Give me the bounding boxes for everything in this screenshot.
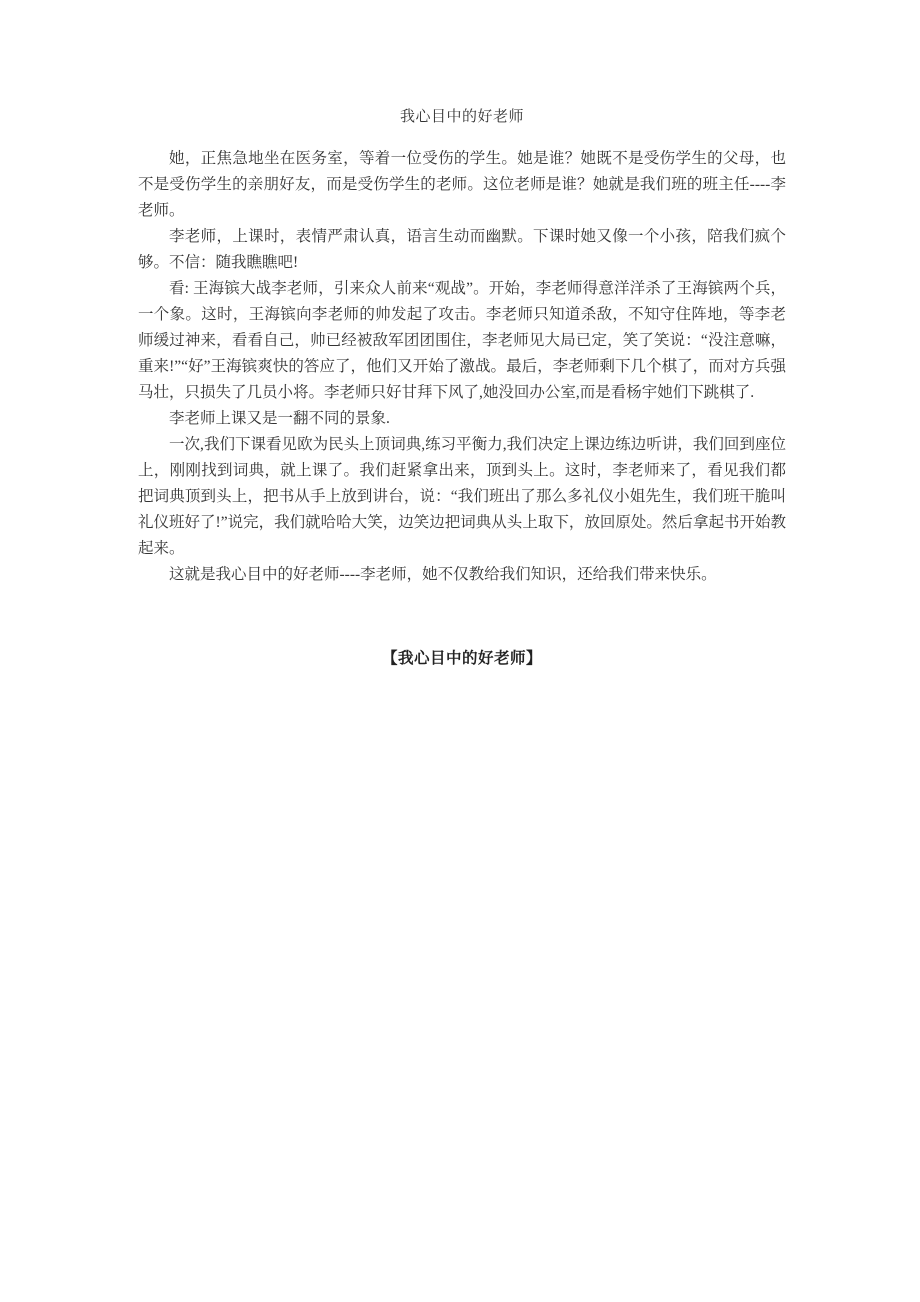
footer-title: 【我心目中的好老师】 <box>381 650 542 667</box>
footer-spacer <box>138 588 786 646</box>
document-body <box>138 104 786 672</box>
paragraph-6: 这就是我心目中的好老师----李老师，她不仅教给我们知识，还给我们带来快乐。 <box>169 566 717 583</box>
paragraph-2: 李老师，上课时，表情严肃认真，语言生动而幽默。下课时她又像一个小孩，陪我们疯个够。不信：随我瞧瞧吧! <box>138 228 786 271</box>
paragraph-1: 她，正焦急地坐在医务室，等着一位受伤的学生。她是谁？她既不是受伤学生的父母，也不是受伤学生的亲朋好友，而是受伤学生的老师。这位老师是谁？她就是我们班的班主任----李老师。 <box>138 150 786 219</box>
paragraph-3: 看: 王海镔大战李老师，引来众人前来“观战”。开始，李老师得意洋洋杀了王海镔两个兵，一个象。这时，王海镔向李老师的帅发起了攻击。李老师只知道杀敌，不知守住阵地，等李老师缓过神来，看看自己，帅已经被敌军团团围住，李老师见大局已定，笑了笑说：“没注意嘛，重来!”“好”王海镔爽快的答应了，他们又开始了激战。最后，李老师剩下几个棋了，而对方兵强马壮，只损失了几员小将。李老师只好甘拜下风了,她没回办公室,而是看杨宇她们下跳棋了. <box>138 280 786 401</box>
paragraph-5: 一次,我们下课看见欧为民头上顶词典,练习平衡力,我们决定上课边练边听讲，我们回到座位上，刚刚找到词典，就上课了。我们赶紧拿出来，顶到头上。这时，李老师来了，看见我们都把词典顶到头上，把书从手上放到讲台，说：“我们班出了那么多礼仪小姐先生，我们班干脆叫礼仪班好了!”说完，我们就哈哈大笑，边笑边把词典从头上取下，放回原处。然后拿起书开始教起来。 <box>138 436 786 557</box>
page-title: 我心目中的好老师 <box>399 109 524 125</box>
paragraph-4: 李老师上课又是一翻不同的景象. <box>169 410 390 427</box>
